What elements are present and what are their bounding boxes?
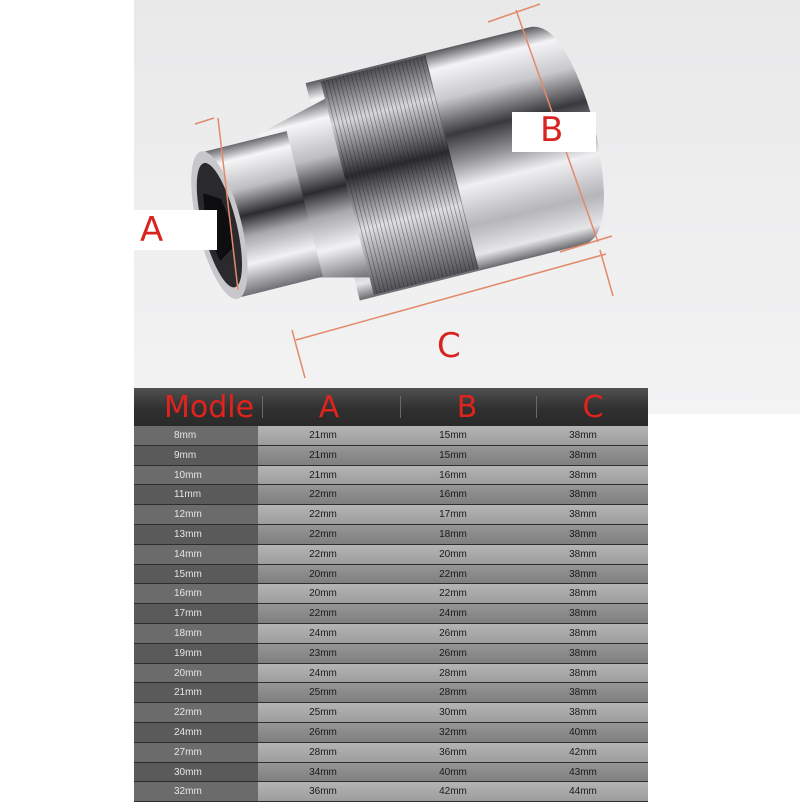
dimension-cells: [258, 604, 648, 624]
dimension-a-cell: 21mm: [309, 469, 337, 481]
table-row: [134, 565, 648, 585]
header-a: A: [318, 390, 340, 425]
table-row: [134, 624, 648, 644]
table-row: [134, 584, 648, 604]
dimension-c-cell: 38mm: [569, 647, 597, 659]
dimension-a-cell: 22mm: [309, 528, 337, 540]
dimension-cells: [258, 485, 648, 505]
table-row: [134, 426, 648, 446]
model-cell: 30mm: [134, 763, 258, 783]
header-separator: [400, 396, 401, 418]
model-cell: 27mm: [134, 743, 258, 763]
dimension-cells: [258, 624, 648, 644]
dimension-a-cell: 25mm: [309, 707, 337, 719]
dimension-cells: [258, 763, 648, 783]
dimension-a-cell: 24mm: [309, 667, 337, 679]
model-cell: 12mm: [134, 505, 258, 525]
dimension-b-cell: 20mm: [439, 548, 467, 560]
dimension-b-cell: 22mm: [439, 568, 467, 580]
dimension-cells: [258, 723, 648, 743]
dimension-c-cell: 38mm: [569, 627, 597, 639]
dimension-c-cell: 38mm: [569, 469, 597, 481]
dimension-c-cell: 42mm: [569, 746, 597, 758]
dimension-c-cell: 38mm: [569, 489, 597, 501]
table-row: [134, 664, 648, 684]
dimension-b-cell: 24mm: [439, 608, 467, 620]
header-model: Modle: [163, 390, 255, 425]
dimension-b-cell: 16mm: [439, 469, 467, 481]
dimension-a-cell: 21mm: [309, 449, 337, 461]
table-row: [134, 743, 648, 763]
table-body: [134, 426, 648, 802]
dimension-c-cell: 38mm: [569, 528, 597, 540]
dimension-a-cell: 25mm: [309, 687, 337, 699]
dimension-a-cell: 26mm: [309, 726, 337, 738]
dimension-a-cell: 22mm: [309, 608, 337, 620]
model-cell: 11mm: [134, 485, 258, 505]
dimension-b-cell: 17mm: [439, 509, 467, 521]
dimension-a-cell: 22mm: [309, 489, 337, 501]
dimension-cells: [258, 664, 648, 684]
dimension-cells: [258, 703, 648, 723]
table-row: [134, 466, 648, 486]
dimension-c-cell: 38mm: [569, 608, 597, 620]
dimension-b-cell: 18mm: [439, 528, 467, 540]
dimension-b-cell: 36mm: [439, 746, 467, 758]
table-row: [134, 683, 648, 703]
dimension-a-cell: 22mm: [309, 548, 337, 560]
dimension-label-c: C: [437, 326, 461, 366]
header-separator: [262, 396, 263, 418]
dimension-label-b: B: [540, 110, 564, 150]
model-cell: 9mm: [134, 446, 258, 466]
dimension-b-cell: 26mm: [439, 647, 467, 659]
dimension-c-cell: 38mm: [569, 430, 597, 441]
table-row: [134, 505, 648, 525]
dimension-b-cell: 16mm: [439, 489, 467, 501]
dimension-cells: [258, 446, 648, 466]
dimension-c-cell: 40mm: [569, 726, 597, 738]
model-cell: 32mm: [134, 782, 258, 802]
dimension-b-cell: 15mm: [439, 430, 467, 441]
dimension-c-cell: 38mm: [569, 509, 597, 521]
dimension-b-cell: 28mm: [439, 687, 467, 699]
model-cell: 17mm: [134, 604, 258, 624]
dimension-a-cell: 20mm: [309, 568, 337, 580]
table-row: [134, 723, 648, 743]
dimension-b-cell: 26mm: [439, 627, 467, 639]
dimension-cells: [258, 743, 648, 763]
dimension-a-cell: 34mm: [309, 766, 337, 778]
header-b: B: [456, 390, 478, 425]
dimension-b-cell: 40mm: [439, 766, 467, 778]
dimension-c-cell: 38mm: [569, 548, 597, 560]
dimension-cells: [258, 505, 648, 525]
dimension-c-cell: 38mm: [569, 687, 597, 699]
dimension-b-cell: 28mm: [439, 667, 467, 679]
table-row: [134, 525, 648, 545]
table-row: [134, 763, 648, 783]
dimension-cells: [258, 683, 648, 703]
model-cell: 22mm: [134, 703, 258, 723]
dimension-a-cell: 21mm: [309, 430, 337, 441]
table-row: [134, 485, 648, 505]
dimension-b-cell: 15mm: [439, 449, 467, 461]
dimension-a-cell: 24mm: [309, 627, 337, 639]
model-cell: 16mm: [134, 584, 258, 604]
model-cell: 10mm: [134, 466, 258, 486]
dimension-c-cell: 38mm: [569, 667, 597, 679]
dimension-c-cell: 38mm: [569, 449, 597, 461]
table-row: [134, 446, 648, 466]
size-table: [134, 388, 648, 800]
model-cell: 18mm: [134, 624, 258, 644]
dimension-a-cell: 22mm: [309, 509, 337, 521]
dimension-c-cell: 38mm: [569, 707, 597, 719]
dimension-b-cell: 30mm: [439, 707, 467, 719]
model-cell: 20mm: [134, 664, 258, 684]
table-row: [134, 703, 648, 723]
dimension-a-cell: 23mm: [309, 647, 337, 659]
dimension-b-cell: 32mm: [439, 726, 467, 738]
dimension-b-cell: 22mm: [439, 588, 467, 600]
table-row: [134, 782, 648, 802]
dimension-a-cell: 20mm: [309, 588, 337, 600]
dimension-cells: [258, 782, 648, 802]
dimension-c-cell: 38mm: [569, 588, 597, 600]
model-cell: 13mm: [134, 525, 258, 545]
dimension-cells: [258, 565, 648, 585]
model-cell: 21mm: [134, 683, 258, 703]
dimension-cells: [258, 644, 648, 664]
dimension-label-a: A: [140, 210, 164, 250]
model-cell: 8mm: [134, 426, 258, 446]
table-row: [134, 604, 648, 624]
dimension-cells: [258, 545, 648, 565]
dimension-cells: [258, 525, 648, 545]
dimension-cells: [258, 584, 648, 604]
table-row: [134, 644, 648, 664]
header-c: C: [582, 390, 604, 425]
dimension-a-cell: 28mm: [309, 746, 337, 758]
dimension-a-cell: 36mm: [309, 786, 337, 798]
model-cell: 15mm: [134, 565, 258, 585]
dimension-c-cell: 38mm: [569, 568, 597, 580]
table-header: [134, 388, 648, 426]
dimension-cells: [258, 426, 648, 446]
dimension-b-cell: 42mm: [439, 786, 467, 798]
model-cell: 14mm: [134, 545, 258, 565]
dimension-c-cell: 43mm: [569, 766, 597, 778]
dimension-cells: [258, 466, 648, 486]
table-row: [134, 545, 648, 565]
dimension-c-cell: 44mm: [569, 786, 597, 798]
model-cell: 19mm: [134, 644, 258, 664]
model-cell: 24mm: [134, 723, 258, 743]
